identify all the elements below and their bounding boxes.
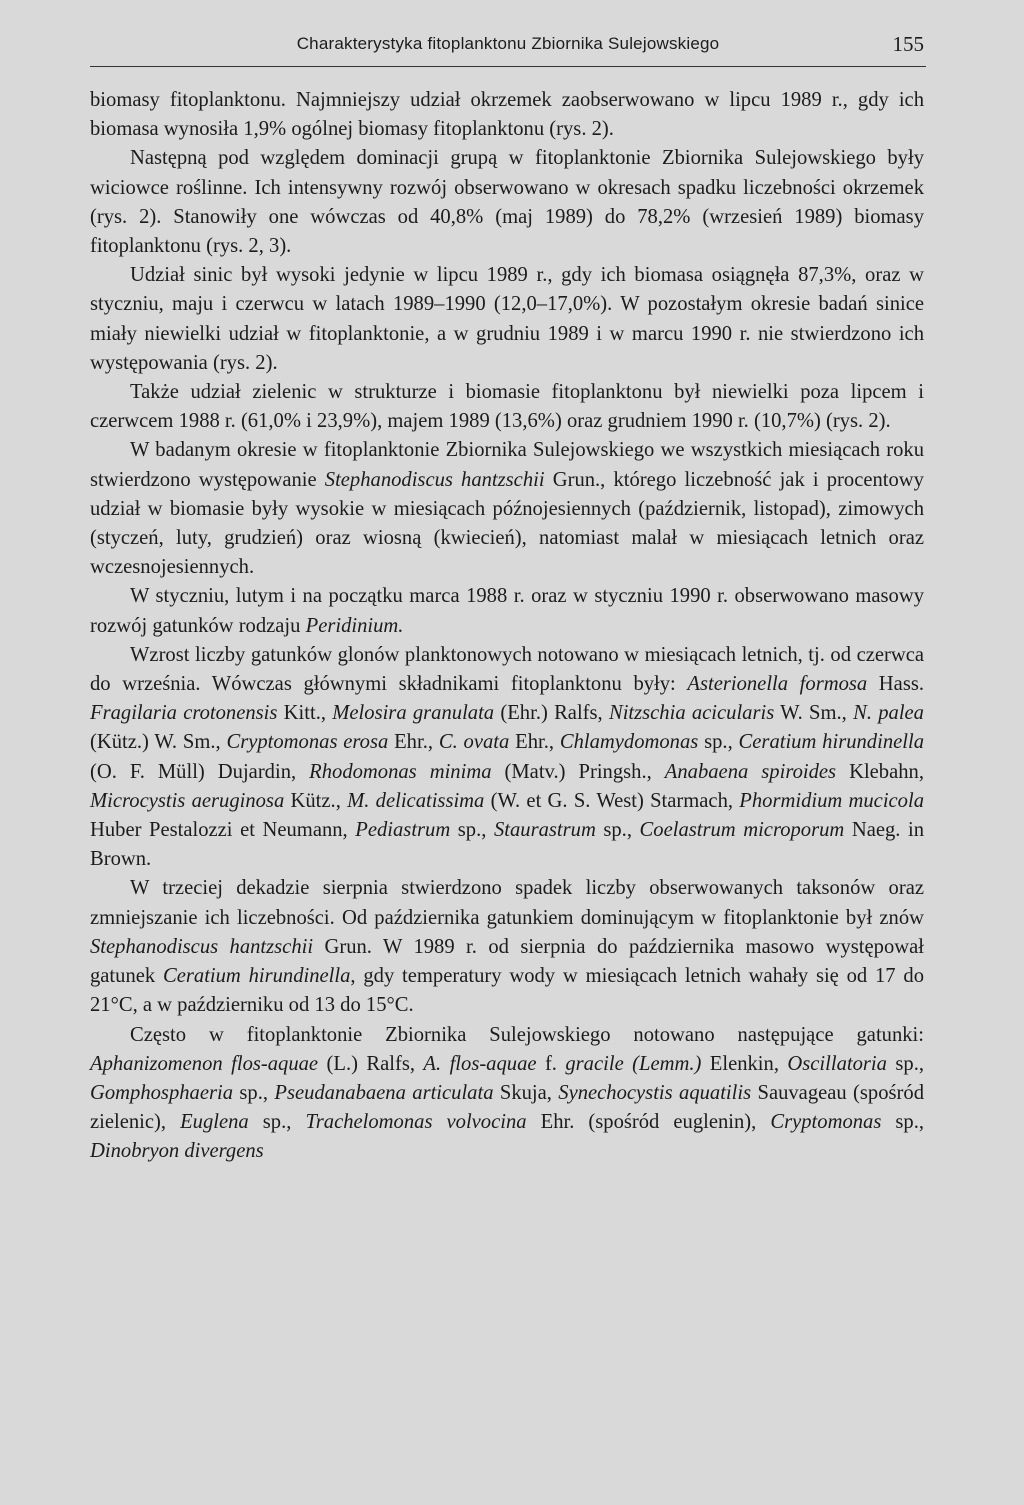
text-run: sp., [233,1081,275,1104]
taxon-name: Chlamydomonas [559,731,699,754]
taxon-name: gracile (Lemm.) [565,1052,702,1075]
text-run: Następną pod względem dominacji grupą w fitoplanktonie Zbiornika Sulejowskiego były wiciowce roślinne. Ich intensywny rozwój obserwowano w okresach spadku liczebności okrzemek (rys. 2). Stanowiły one wówczas od 40,8% (maj 1989) do 78,2% (wrzesień 1989) biomasy fitoplanktonu (rys. 2, 3). [90,147,924,258]
paragraph [90,641,924,875]
text-run: Skuja, [493,1081,559,1104]
taxon-name: Pediastrum [355,819,451,842]
text-run: Ehr., [509,731,560,754]
taxon-name: Microcystis aeruginosa [90,789,285,812]
taxon-name: Dinobryon divergens [90,1140,264,1163]
text-run: biomasy fitoplanktonu. Najmniejszy udział okrzemek zaobserwowano w lipcu 1989 r., gdy ich biomasa wynosiła 1,9% ogólnej biomasy fitoplanktonu (rys. 2). [90,89,924,141]
text-run: Grun. W 1989 r. od sierpnia do października masowo występował gatunek [90,935,924,988]
text-run: sp., [886,1052,924,1075]
paragraph [90,378,924,436]
text-run: Elenkin, [701,1052,788,1075]
taxon-name: Asterionella formosa [687,673,868,696]
taxon-name: Fragilaria crotonensis [90,702,278,725]
text-run: Kütz., [284,789,348,812]
paragraph [90,582,924,640]
text-run: (W. et G. S. West) Starmach, [484,789,740,812]
text-run: W. Sm., [774,702,854,725]
taxon-name: Rhodomonas minima [309,760,492,783]
body-text [90,86,924,1167]
text-run: sp., [248,1111,306,1134]
paragraph [90,86,924,144]
text-run: W badanym okresie w fitoplanktonie Zbiornika Sulejowskiego we wszystkich miesiącach roku stwierdzono występowanie [90,439,924,491]
taxon-name: Aphanizomenon flos-aquae [90,1052,319,1075]
text-run: f. [536,1052,566,1075]
taxon-name: M. delicatissima [347,789,485,812]
text-run: Kitt., [277,702,333,725]
text-run: , gdy temperatury wody w miesiącach letnich wahały się od 17 do 21°C, a w październiku od 13 do 15°C. [90,965,924,1017]
taxon-name: Coelastrum microporum [639,819,845,842]
running-head: Charakterystyka fitoplanktonu Zbiornika Sulejowskiego [296,34,720,53]
taxon-name: N. palea [853,702,924,725]
taxon-name: A. flos-aquae [423,1052,537,1075]
taxon-name: Peridinium. [305,614,404,637]
text-run: W trzeciej dekadzie sierpnia stwierdzono spadek liczby obserwowanych taksonów oraz zmniejszanie ich liczebności. Od października gatunkiem dominującym w fitoplanktonie był znów [90,877,924,929]
page-header [90,30,926,67]
taxon-name: Ceratium hirundinella [738,731,924,754]
taxon-name: Anabaena spiroides [664,760,837,783]
paragraph [90,874,924,1020]
taxon-name: Staurastrum [493,819,596,842]
taxon-name: Cryptomonas erosa [226,731,389,754]
text-run: (L.) Ralfs, [318,1052,424,1075]
text-run: Wzrost liczby gatunków glonów planktonowych notowano w miesiącach letnich, tj. od czerwca do września. Wówczas głównymi składnikami fitoplanktonu były: [90,643,924,696]
text-run: Naeg. in Brown. [90,819,925,871]
text-run: sp., [881,1111,925,1134]
text-run: sp., [450,819,494,842]
text-run: Także udział zielenic w strukturze i biomasie fitoplanktonu był niewielki poza lipcem i czerwcem 1988 r. (61,0% i 23,9%), majem 1989 (13,6%) oraz grudniem 1990 r. (10,7%) (rys. 2). [90,381,924,433]
paragraph [90,261,924,378]
taxon-name: Cryptomonas [770,1111,882,1134]
taxon-name: C. ovata [438,731,510,754]
text-run: (Ehr.) Ralfs, [494,702,609,725]
text-run: Ehr. (spośród euglenin), [526,1111,771,1134]
text-run: sp., [698,731,739,754]
text-run: (Matv.) Pringsh., [491,760,665,783]
taxon-name: Stephanodiscus hantzschii [324,468,545,491]
text-run: Hass. [867,673,924,696]
taxon-name: Gomphosphaeria [90,1081,234,1104]
taxon-name: Nitzschia acicularis [608,702,775,725]
paragraph [90,144,924,261]
taxon-name: Ceratium hirundinella [163,965,351,988]
text-run: Huber Pestalozzi et Neumann, [90,819,356,842]
taxon-name: Pseudanabaena articulata [274,1081,494,1104]
taxon-name: Oscillatoria [787,1052,887,1075]
taxon-name: Phormidium mucicola [739,789,924,812]
paragraph [90,436,924,582]
text-run: Grun., którego liczebność jak i procentowy udział w biomasie były wysokie w miesiącach późnojesiennych (październik, listopad), zimowych (styczeń, luty, grudzień) oraz wiosną (kwiecień), natomiast malał w miesiącach letnich oraz wczesnojesiennych. [90,468,924,579]
text-run: Klebahn, [836,760,924,783]
text-run: Udział sinic był wysoki jedynie w lipcu 1989 r., gdy ich biomasa osiągnęła 87,3%, oraz w styczniu, maju i czerwcu w latach 1989–1990 (12,0–17,0%). W pozostałym okresie badań sinice miały niewielki udział w fitoplanktonie, a w grudniu 1989 i w marcu 1990 r. nie stwierdzono ich występowania (rys. 2). [90,264,924,374]
taxon-name: Melosira granulata [332,702,495,725]
taxon-name: Trachelomonas volvocina [305,1111,527,1134]
text-run: (Kütz.) W. Sm., [90,731,227,754]
page-number: 155 [892,32,924,56]
text-run: Ehr., [388,731,439,754]
taxon-name: Synechocystis aquatilis [558,1081,752,1104]
text-run: sp., [595,819,640,842]
text-run: W styczniu, lutym i na początku marca 1988 r. oraz w styczniu 1990 r. obserwowano masowy rozwój gatunków rodzaju [90,585,924,637]
text-run: Sauvageau (spośród zielenic), [90,1081,924,1134]
text-run: Często w fitoplanktonie Zbiornika Sulejowskiego notowano następujące gatunki: [130,1023,924,1046]
taxon-name: Stephanodiscus hantzschii [90,935,314,958]
taxon-name: Euglena [180,1111,249,1134]
paragraph [90,1021,924,1167]
text-run: (O. F. Müll) Dujardin, [90,760,310,783]
